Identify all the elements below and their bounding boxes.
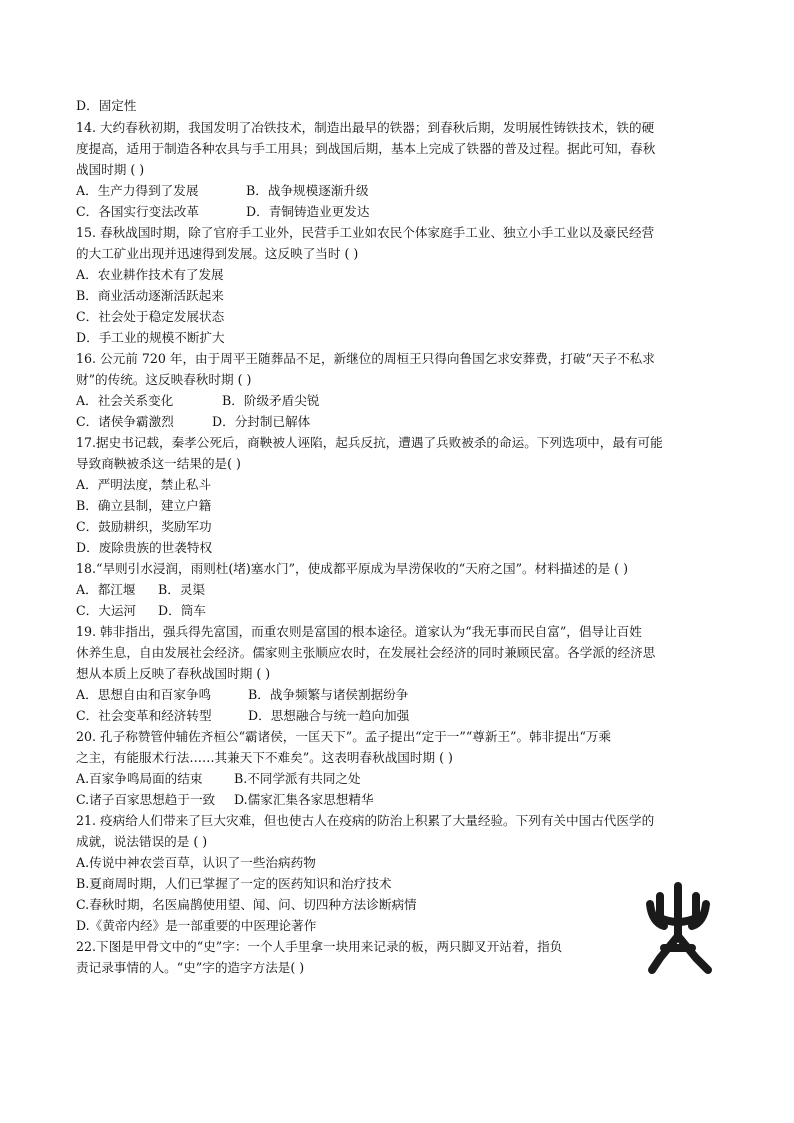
q18-option-d: D．筒车 bbox=[158, 603, 206, 618]
q19-option-a: A．思想自由和百家争鸣 bbox=[76, 687, 212, 702]
q16-option-c: C．诸侯争霸激烈 bbox=[76, 414, 174, 429]
q19-option-c: C．社会变革和经济转型 bbox=[76, 708, 212, 723]
q17-option-c: C．鼓励耕织，奖励军功 bbox=[76, 519, 212, 534]
q14-stem-line3: 战国时期 ( ) bbox=[76, 162, 145, 177]
q21-stem-line1: 21. 疫病给人们带来了巨大灾难，但也使古人在疫病的防治上积累了大量经验。下列有关中国古代医学的 bbox=[76, 813, 655, 828]
q20-option-d: D.儒家汇集各家思想精华 bbox=[234, 792, 374, 807]
q21-option-a: A.传说中神农尝百草，认识了一些治病药物 bbox=[76, 855, 316, 870]
q16-option-a: A．社会关系变化 bbox=[76, 393, 174, 408]
q16-stem-line1: 16. 公元前 720 年，由于周平王随葬品不足，新继位的周桓王只得向鲁国乞求安葬费，打破“天子不私求 bbox=[76, 351, 655, 366]
q17-option-a: A．严明法度，禁止私斗 bbox=[76, 477, 212, 492]
q19-stem-line3: 想从本质上反映了春秋战国时期 ( ) bbox=[76, 666, 271, 681]
q15-option-c: C．社会处于稳定发展状态 bbox=[76, 309, 225, 324]
q14-stem-line1: 14. 大约春秋初期，我国发明了冶铁技术，制造出最早的铁器；到春秋后期，发明展性铸铁技术，铁的硬 bbox=[76, 120, 655, 135]
q13-option-d: D．固定性 bbox=[76, 98, 137, 113]
q21-option-c: C.春秋时期，名医扁鹊使用望、闻、问、切四种方法诊断病情 bbox=[76, 897, 417, 912]
q15-option-b: B．商业活动逐渐活跃起来 bbox=[76, 288, 224, 303]
q14-option-c: C．各国实行变法改革 bbox=[76, 204, 199, 219]
q21-option-d: D.《黄帝内经》是一部重要的中医理论著作 bbox=[76, 918, 317, 933]
q15-stem-line1: 15. 春秋战国时期，除了官府手工业外，民营手工业如农民个体家庭手工业、独立小手工业以及豪民经营 bbox=[76, 225, 655, 240]
q20-stem-line1: 20. 孔子称赞管仲辅佐齐桓公“霸诸侯，一匡天下”。孟子提出“定于一”“尊新王”。韩非提出“万乘 bbox=[76, 729, 612, 744]
q14-option-d: D．青铜铸造业更发达 bbox=[246, 204, 370, 219]
q20-option-a: A.百家争鸣局面的结束 bbox=[76, 771, 203, 786]
q14-option-a: A．生产力得到了发展 bbox=[76, 183, 199, 198]
oracle-bone-shi-glyph bbox=[638, 878, 718, 978]
q20-option-c: C.诸子百家思想趋于一致 bbox=[76, 792, 216, 807]
q15-stem-line2: 的大工矿业出现并迅速得到发展。这反映了当时 ( ) bbox=[76, 246, 359, 261]
q20-option-b: B.不同学派有共同之处 bbox=[234, 771, 361, 786]
q19-option-d: D．思想融合与统一趋向加强 bbox=[248, 708, 410, 723]
q18-option-a: A．都江堰 bbox=[76, 582, 136, 597]
q15-option-d: D．手工业的规模不断扩大 bbox=[76, 330, 225, 345]
q22-stem-line2: 责记录事情的人。“史”字的造字方法是( ) bbox=[76, 960, 305, 975]
q19-stem-line2: 休养生息，自由发展社会经济。儒家则主张顺应农时，在发展社会经济的同时兼顾民富。各学派的经济思 bbox=[76, 645, 656, 660]
q22-stem-line1: 22.下图是甲骨文中的“史”字：一个人手里拿一块用来记录的板，两只脚叉开站着，指负 bbox=[76, 939, 563, 954]
q19-stem-line1: 19. 韩非指出，强兵得先富国，而重农则是富国的根本途径。道家认为“我无事而民自富”，倡导让百姓 bbox=[76, 624, 642, 639]
q17-stem-line1: 17.据史书记载，秦孝公死后，商鞅被人诬陷，起兵反抗，遭遇了兵败被杀的命运。下列选项中，最有可能 bbox=[76, 435, 663, 450]
q17-stem-line2: 导致商鞅被杀这一结果的是( ) bbox=[76, 456, 241, 471]
q14-stem-line2: 度提高，适用于制造各种农具与手工用具；到战国后期，基本上完成了铁器的普及过程。据此可知，春秋 bbox=[76, 141, 656, 156]
q18-stem-line1: 18.“旱则引水浸润，雨则杜(堵)塞水门”，使成都平原成为旱涝保收的“天府之国”。材料描述的是 ( ) bbox=[76, 561, 629, 576]
q21-stem-line2: 成就，说法错误的是 ( ) bbox=[76, 834, 208, 849]
q14-option-b: B．战争规模逐渐升级 bbox=[246, 183, 369, 198]
q19-option-b: B．战争频繁与诸侯割据纷争 bbox=[248, 687, 409, 702]
q15-option-a: A．农业耕作技术有了发展 bbox=[76, 267, 224, 282]
q20-stem-line2: 之主，有能服术行法……其兼天下不难矣”。这表明春秋战国时期 ( ) bbox=[76, 750, 453, 765]
q16-option-b: B．阶级矛盾尖锐 bbox=[222, 393, 320, 408]
q17-option-b: B．确立县制，建立户籍 bbox=[76, 498, 212, 513]
q21-option-b: B.夏商周时期，人们已掌握了一定的医药知识和治疗技术 bbox=[76, 876, 392, 891]
q16-stem-line2: 财”的传统。这反映春秋时期 ( ) bbox=[76, 372, 252, 387]
q18-option-b: B．灵渠 bbox=[158, 582, 206, 597]
q17-option-d: D．废除贵族的世袭特权 bbox=[76, 540, 213, 555]
q16-option-d: D．分封制已解体 bbox=[212, 414, 311, 429]
q18-option-c: C．大运河 bbox=[76, 603, 137, 618]
